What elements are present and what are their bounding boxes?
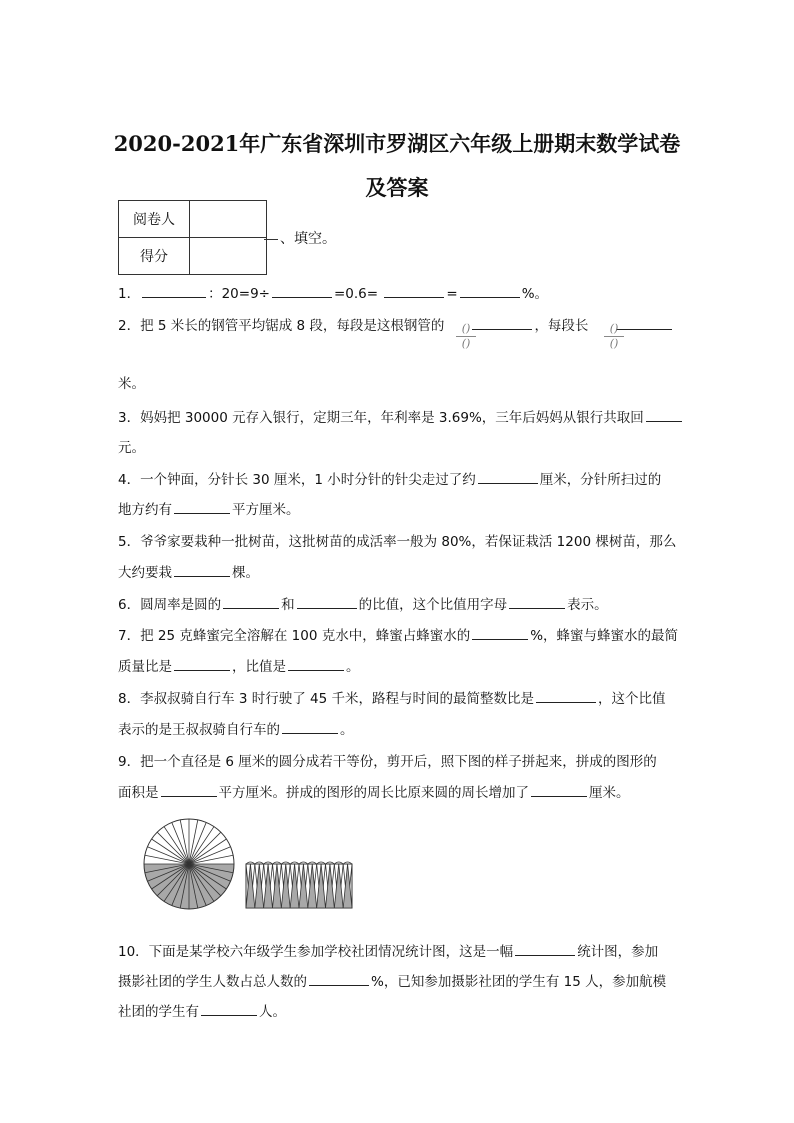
answer-blank (536, 688, 596, 703)
divided-circle (144, 819, 234, 909)
q1-number: 1． (118, 286, 141, 302)
q2-text: ，每段长 (534, 318, 589, 334)
q6-text: 6．圆周率是圆的 (118, 597, 222, 613)
answer-blank (309, 971, 369, 986)
answer-blank (616, 315, 672, 330)
q8-text: 。 (340, 722, 354, 738)
q10-text: 10．下面是某学校六年级学生参加学校社团情况统计图，这是一幅 (118, 944, 514, 960)
q4-text: 4．一个钟面，分针长 30 厘米，1 小时分针的针尖走过了约 (118, 472, 476, 488)
rearranged-rectangle (246, 862, 352, 908)
q6-text: 的比值，这个比值用字母 (358, 597, 508, 613)
q7-text: 。 (346, 659, 360, 675)
question-1 (118, 282, 548, 302)
answer-blank (515, 941, 575, 956)
question-9-cont (118, 781, 630, 801)
q6-text: 表示。 (567, 597, 608, 613)
score-table (118, 200, 267, 275)
q10-text: %，已知参加摄影社团的学生有 15 人，参加航模 (371, 974, 667, 990)
q9-text: 9．把一个直径是 6 厘米的圆分成若干等份，剪开后，照下图的样子拼起来，拼成的图形的 (118, 754, 657, 770)
q10-text: 摄影社团的学生人数占总人数的 (118, 974, 307, 990)
section-dash (264, 239, 278, 240)
answer-blank (174, 562, 230, 577)
question-8 (118, 687, 666, 707)
q1-text: = (446, 286, 458, 302)
answer-blank (201, 1001, 257, 1016)
q2-text: 米。 (118, 376, 145, 392)
question-4-cont (118, 498, 300, 518)
q7-text: %，蜂蜜与蜂蜜水的最简 (530, 628, 679, 644)
answer-blank (472, 315, 532, 330)
fraction-numerator: () (604, 322, 624, 337)
q1-text: =0.6= (333, 286, 379, 302)
answer-blank (297, 594, 357, 609)
q7-text: 质量比是 (118, 659, 172, 675)
fraction-blank-2 (604, 322, 624, 351)
answer-blank (174, 656, 230, 671)
question-2-cont (118, 372, 145, 392)
answer-blank (161, 782, 217, 797)
q8-text: ，这个比值 (598, 691, 666, 707)
answer-blank (509, 594, 565, 609)
section-heading (264, 228, 336, 248)
answer-blank (288, 656, 344, 671)
q10-text: 统计图，参加 (577, 944, 659, 960)
answer-blank (223, 594, 279, 609)
q2-text: 2．把 5 米长的钢管平均锯成 8 段，每段是这根钢管的 (118, 318, 445, 334)
q8-text: 表示的是王叔叔骑自行车的 (118, 722, 280, 738)
q1-text: %。 (521, 286, 549, 302)
exam-title-line2: 及答案 (365, 175, 429, 200)
answer-blank (174, 499, 230, 514)
q3-text: 3．妈妈把 30000 元存入银行，定期三年，年利率是 3.69%，三年后妈妈从银行共取回 (118, 410, 644, 426)
q8-text: 8．李叔叔骑自行车 3 时行驶了 45 千米，路程与时间的最简整数比是 (118, 691, 535, 707)
question-6 (118, 593, 608, 613)
q3-text: 元。 (118, 440, 145, 456)
question-2 (118, 314, 674, 334)
section-heading-text: 、填空。 (280, 231, 336, 247)
circle-sector-lines (144, 819, 234, 909)
question-7-cont (118, 655, 360, 675)
q9-text: 面积是 (118, 785, 159, 801)
answer-blank (384, 283, 444, 298)
q5-text: 5．爷爷家要栽种一批树苗，这批树苗的成活率一般为 80%，若保证栽活 1200 棵树苗，那么 (118, 534, 677, 550)
q7-text: ，比值是 (232, 659, 286, 675)
q4-text: 地方约有 (118, 502, 172, 518)
score-cell (190, 238, 267, 275)
q7-text: 7．把 25 克蜂蜜完全溶解在 100 克水中，蜂蜜占蜂蜜水的 (118, 628, 471, 644)
q10-text: 人。 (259, 1004, 286, 1020)
score-label: 得分 (119, 238, 190, 275)
question-10-cont (118, 970, 666, 990)
answer-blank (478, 469, 538, 484)
q5-text: 大约要栽 (118, 565, 172, 581)
answer-blank (142, 283, 206, 298)
answer-blank (460, 283, 520, 298)
q9-text: 平方厘米。拼成的图形的周长比原来圆的周长增加了 (218, 785, 529, 801)
answer-blank (272, 283, 332, 298)
question-3 (118, 406, 684, 426)
question-5-cont (118, 561, 259, 581)
answer-blank (531, 782, 587, 797)
answer-blank (282, 719, 338, 734)
sector-line (157, 832, 189, 864)
fraction-numerator: () (456, 322, 476, 337)
sector-line (189, 832, 221, 864)
fraction-blank-1 (456, 322, 476, 351)
q6-text: 和 (281, 597, 295, 613)
question-4 (118, 468, 661, 488)
question-7 (118, 624, 678, 644)
reviewer-cell (190, 201, 267, 238)
question-10 (118, 940, 658, 960)
fraction-denominator: () (461, 337, 471, 350)
question-8-cont (118, 718, 354, 738)
q9-text: 厘米。 (589, 785, 630, 801)
fraction-denominator: () (609, 337, 619, 350)
q4-text: 厘米，分针所扫过的 (539, 472, 662, 488)
question-9 (118, 750, 657, 770)
question-10-cont2 (118, 1000, 286, 1020)
q1-text: ：20=9÷ (208, 286, 270, 302)
circle-rearrangement-figure (140, 818, 380, 916)
exam-title-line1: 2020-2021年广东省深圳市罗湖区六年级上册期末数学试卷 (113, 131, 681, 156)
answer-blank (472, 625, 528, 640)
q10-text: 社团的学生有 (118, 1004, 199, 1020)
reviewer-label: 阅卷人 (119, 201, 190, 238)
question-5 (118, 530, 676, 550)
q5-text: 棵。 (232, 565, 259, 581)
answer-blank (646, 407, 682, 422)
question-3-cont (118, 436, 145, 456)
q4-text: 平方厘米。 (232, 502, 300, 518)
